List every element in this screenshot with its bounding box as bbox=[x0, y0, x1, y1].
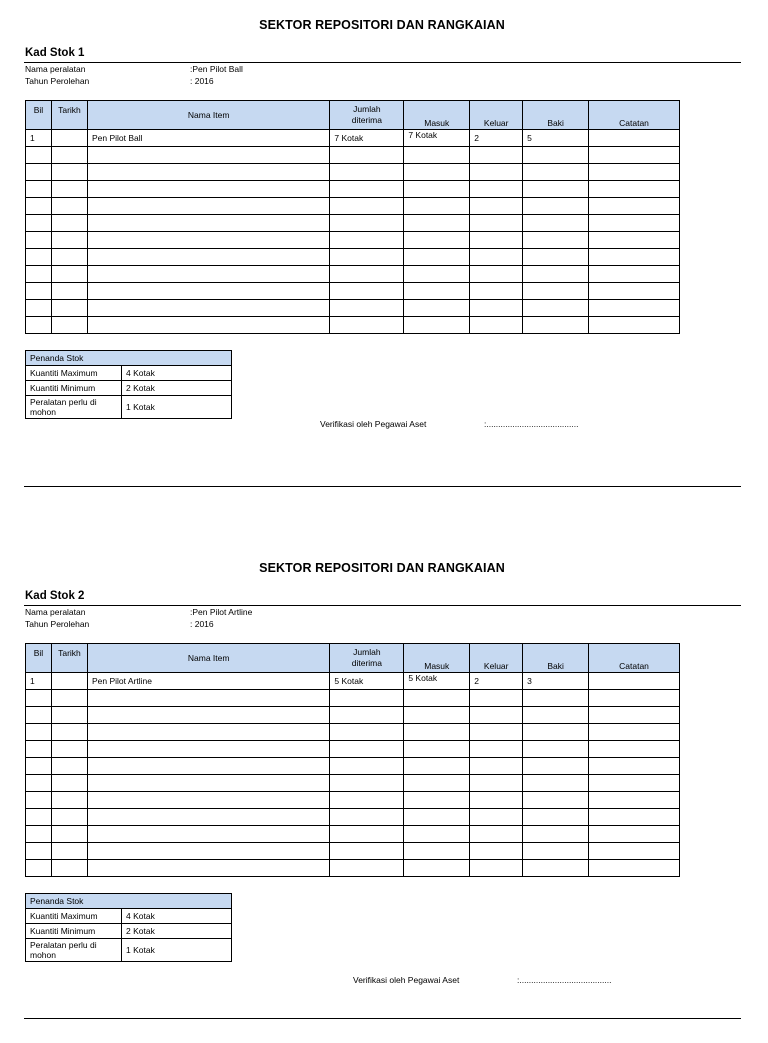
cell bbox=[470, 232, 523, 249]
cell bbox=[404, 249, 470, 266]
cell bbox=[51, 792, 87, 809]
card-title: SEKTOR REPOSITORI DAN RANGKAIAN bbox=[259, 561, 505, 575]
stock-table bbox=[25, 643, 680, 877]
cell bbox=[26, 826, 52, 843]
cell bbox=[470, 266, 523, 283]
cell bbox=[26, 232, 52, 249]
stock-heading: Penanda Stok bbox=[26, 894, 232, 909]
cell bbox=[87, 741, 329, 758]
card-title: SEKTOR REPOSITORI DAN RANGKAIAN bbox=[259, 18, 505, 32]
table-row bbox=[26, 266, 680, 283]
cell bbox=[26, 809, 52, 826]
section-divider bbox=[24, 1018, 741, 1019]
stock-value: 1 Kotak bbox=[122, 939, 232, 962]
cell bbox=[404, 266, 470, 283]
card-heading: Kad Stok 2 bbox=[25, 590, 85, 602]
stock-table bbox=[25, 100, 680, 334]
cell bbox=[470, 826, 523, 843]
cell bbox=[523, 809, 589, 826]
cell bbox=[470, 724, 523, 741]
cell bbox=[470, 215, 523, 232]
cell bbox=[589, 792, 680, 809]
col-header-baki: Baki bbox=[523, 644, 589, 673]
stock-label: Kuantiti Minimum bbox=[26, 924, 122, 939]
cell bbox=[51, 707, 87, 724]
cell bbox=[330, 249, 404, 266]
table-row bbox=[26, 249, 680, 266]
cell bbox=[404, 860, 470, 877]
cell-baki: 3 bbox=[523, 673, 589, 690]
meta-label: Tahun Perolehan bbox=[25, 619, 90, 629]
meta-value: :Pen Pilot Artline bbox=[190, 607, 253, 617]
cell bbox=[26, 215, 52, 232]
stock-label: Kuantiti Minimum bbox=[26, 381, 122, 396]
cell bbox=[330, 707, 404, 724]
cell-keluar: 2 bbox=[470, 130, 523, 147]
meta-value: : 2016 bbox=[190, 76, 214, 86]
cell bbox=[523, 317, 589, 334]
verification-label: Verifikasi oleh Pegawai Aset bbox=[320, 419, 427, 429]
stock-row bbox=[26, 366, 232, 381]
cell bbox=[404, 317, 470, 334]
cell bbox=[470, 317, 523, 334]
cell bbox=[26, 317, 52, 334]
cell bbox=[330, 215, 404, 232]
table-row bbox=[26, 283, 680, 300]
cell bbox=[404, 758, 470, 775]
cell bbox=[523, 300, 589, 317]
cell bbox=[330, 809, 404, 826]
cell bbox=[470, 249, 523, 266]
table-row bbox=[26, 826, 680, 843]
header-line: Jumlah bbox=[353, 647, 381, 657]
verification-line bbox=[320, 419, 579, 429]
table-header-row bbox=[26, 644, 680, 673]
cell bbox=[589, 775, 680, 792]
cell bbox=[523, 860, 589, 877]
cell-nama-item: Pen Pilot Ball bbox=[87, 130, 329, 147]
meta-label: Nama peralatan bbox=[25, 64, 86, 74]
col-header-masuk: Masuk bbox=[404, 101, 470, 130]
cell bbox=[523, 792, 589, 809]
stock-row bbox=[26, 909, 232, 924]
cell bbox=[330, 690, 404, 707]
cell bbox=[589, 690, 680, 707]
table-row bbox=[26, 215, 680, 232]
card-heading: Kad Stok 1 bbox=[25, 47, 85, 59]
cell bbox=[87, 826, 329, 843]
stock-heading-row bbox=[26, 894, 232, 909]
cell bbox=[404, 826, 470, 843]
cell bbox=[51, 283, 87, 300]
stock-row bbox=[26, 924, 232, 939]
stock-label-line: mohon bbox=[30, 407, 56, 417]
col-header-keluar: Keluar bbox=[470, 101, 523, 130]
table-row bbox=[26, 198, 680, 215]
table-row bbox=[26, 843, 680, 860]
cell bbox=[330, 826, 404, 843]
col-header-nama-item: Nama Item bbox=[87, 101, 329, 130]
col-header-tarikh: Tarikh bbox=[51, 644, 87, 673]
cell bbox=[330, 283, 404, 300]
cell bbox=[589, 283, 680, 300]
cell bbox=[589, 317, 680, 334]
verification-label: Verifikasi oleh Pegawai Aset bbox=[353, 975, 460, 985]
col-header-masuk: Masuk bbox=[404, 644, 470, 673]
cell bbox=[589, 198, 680, 215]
cell bbox=[26, 164, 52, 181]
stock-row bbox=[26, 381, 232, 396]
stock-value: 2 Kotak bbox=[122, 381, 232, 396]
cell bbox=[589, 266, 680, 283]
cell bbox=[26, 198, 52, 215]
cell bbox=[589, 164, 680, 181]
cell bbox=[523, 266, 589, 283]
verification-line bbox=[353, 975, 612, 985]
cell bbox=[26, 249, 52, 266]
col-header-catatan: Catatan bbox=[589, 644, 680, 673]
cell-tarikh bbox=[51, 130, 87, 147]
meta-label: Tahun Perolehan bbox=[25, 76, 90, 86]
cell bbox=[404, 283, 470, 300]
cell bbox=[589, 147, 680, 164]
stock-row bbox=[26, 939, 232, 962]
meta-value: : 2016 bbox=[190, 619, 214, 629]
stock-value: 1 Kotak bbox=[122, 396, 232, 419]
cell bbox=[87, 707, 329, 724]
stock-label: Kuantiti Maximum bbox=[26, 366, 122, 381]
cell bbox=[470, 758, 523, 775]
table-row bbox=[26, 164, 680, 181]
table-row bbox=[26, 758, 680, 775]
cell bbox=[87, 198, 329, 215]
cell bbox=[26, 724, 52, 741]
cell-catatan bbox=[589, 130, 680, 147]
cell bbox=[404, 775, 470, 792]
stock-label: Kuantiti Maximum bbox=[26, 909, 122, 924]
cell bbox=[404, 232, 470, 249]
cell bbox=[87, 809, 329, 826]
cell bbox=[87, 249, 329, 266]
cell bbox=[51, 741, 87, 758]
header-line: Jumlah bbox=[353, 104, 381, 114]
cell bbox=[404, 690, 470, 707]
meta-value: :Pen Pilot Ball bbox=[190, 64, 243, 74]
table-row bbox=[26, 809, 680, 826]
cell bbox=[330, 232, 404, 249]
cell bbox=[523, 843, 589, 860]
cell bbox=[51, 300, 87, 317]
cell bbox=[589, 809, 680, 826]
cell bbox=[523, 775, 589, 792]
table-row bbox=[26, 860, 680, 877]
table-header-row bbox=[26, 101, 680, 130]
cell-catatan bbox=[589, 673, 680, 690]
cell bbox=[470, 690, 523, 707]
cell bbox=[51, 809, 87, 826]
heading-rule bbox=[24, 62, 741, 63]
cell bbox=[51, 249, 87, 266]
table-row bbox=[26, 775, 680, 792]
cell bbox=[330, 860, 404, 877]
cell bbox=[470, 741, 523, 758]
cell bbox=[523, 249, 589, 266]
cell bbox=[330, 758, 404, 775]
cell bbox=[523, 147, 589, 164]
col-header-tarikh: Tarikh bbox=[51, 101, 87, 130]
table-row bbox=[26, 724, 680, 741]
cell bbox=[523, 826, 589, 843]
stock-card-2 bbox=[0, 543, 768, 1043]
cell bbox=[87, 758, 329, 775]
cell bbox=[87, 317, 329, 334]
cell bbox=[470, 181, 523, 198]
col-header-keluar: Keluar bbox=[470, 644, 523, 673]
stock-indicator-table bbox=[25, 350, 232, 419]
table-row bbox=[26, 300, 680, 317]
cell bbox=[26, 843, 52, 860]
stock-heading: Penanda Stok bbox=[26, 351, 232, 366]
col-header-nama-item: Nama Item bbox=[87, 644, 329, 673]
cell-bil: 1 bbox=[26, 673, 52, 690]
cell bbox=[87, 792, 329, 809]
cell bbox=[330, 775, 404, 792]
stock-value: 2 Kotak bbox=[122, 924, 232, 939]
cell bbox=[51, 198, 87, 215]
cell-tarikh bbox=[51, 673, 87, 690]
cell bbox=[87, 843, 329, 860]
cell bbox=[330, 198, 404, 215]
cell bbox=[523, 741, 589, 758]
stock-value: 4 Kotak bbox=[122, 366, 232, 381]
cell bbox=[330, 843, 404, 860]
cell bbox=[470, 860, 523, 877]
cell bbox=[87, 215, 329, 232]
cell bbox=[470, 809, 523, 826]
cell bbox=[51, 147, 87, 164]
cell bbox=[87, 690, 329, 707]
table-row bbox=[26, 792, 680, 809]
cell bbox=[404, 198, 470, 215]
header-line: diterima bbox=[351, 658, 382, 668]
cell bbox=[404, 724, 470, 741]
cell-baki: 5 bbox=[523, 130, 589, 147]
cell bbox=[470, 147, 523, 164]
cell bbox=[330, 147, 404, 164]
stock-label bbox=[26, 939, 122, 962]
cell bbox=[51, 317, 87, 334]
cell bbox=[404, 147, 470, 164]
cell bbox=[470, 707, 523, 724]
cell-keluar: 2 bbox=[470, 673, 523, 690]
cell bbox=[589, 181, 680, 198]
cell bbox=[51, 690, 87, 707]
cell bbox=[51, 826, 87, 843]
cell bbox=[470, 283, 523, 300]
cell-jumlah: 5 Kotak bbox=[330, 673, 404, 690]
cell bbox=[51, 266, 87, 283]
signature-field[interactable]: :....................................... bbox=[484, 419, 579, 429]
cell bbox=[51, 164, 87, 181]
stock-label-line: Peralatan perlu di bbox=[30, 397, 97, 407]
stock-card-1 bbox=[0, 0, 768, 500]
cell bbox=[330, 792, 404, 809]
col-header-bil: Bil bbox=[26, 101, 52, 130]
stock-value: 4 Kotak bbox=[122, 909, 232, 924]
section-divider bbox=[24, 486, 741, 487]
table-row bbox=[26, 147, 680, 164]
cell bbox=[404, 707, 470, 724]
cell bbox=[470, 164, 523, 181]
cell bbox=[51, 775, 87, 792]
cell-masuk: 5 Kotak bbox=[404, 673, 470, 690]
cell bbox=[523, 181, 589, 198]
stock-label-line: mohon bbox=[30, 950, 56, 960]
table-row bbox=[26, 317, 680, 334]
cell bbox=[26, 707, 52, 724]
cell bbox=[404, 843, 470, 860]
cell-nama-item: Pen Pilot Artline bbox=[87, 673, 329, 690]
table-row bbox=[26, 707, 680, 724]
table-row bbox=[26, 181, 680, 198]
cell bbox=[404, 792, 470, 809]
cell bbox=[523, 724, 589, 741]
stock-indicator-table bbox=[25, 893, 232, 962]
col-header-bil: Bil bbox=[26, 644, 52, 673]
signature-field[interactable]: :....................................... bbox=[517, 975, 612, 985]
cell bbox=[404, 741, 470, 758]
cell bbox=[87, 283, 329, 300]
cell bbox=[330, 300, 404, 317]
cell bbox=[404, 809, 470, 826]
cell bbox=[87, 164, 329, 181]
cell bbox=[26, 741, 52, 758]
col-header-jumlah bbox=[330, 644, 404, 673]
cell bbox=[26, 792, 52, 809]
cell bbox=[51, 758, 87, 775]
cell bbox=[87, 775, 329, 792]
cell bbox=[589, 707, 680, 724]
cell bbox=[470, 300, 523, 317]
cell bbox=[330, 741, 404, 758]
cell bbox=[589, 232, 680, 249]
cell bbox=[523, 215, 589, 232]
cell bbox=[26, 147, 52, 164]
cell-jumlah: 7 Kotak bbox=[330, 130, 404, 147]
cell bbox=[404, 300, 470, 317]
stock-heading-row bbox=[26, 351, 232, 366]
cell bbox=[589, 826, 680, 843]
cell bbox=[330, 724, 404, 741]
meta-label: Nama peralatan bbox=[25, 607, 86, 617]
cell bbox=[87, 724, 329, 741]
col-header-catatan: Catatan bbox=[589, 101, 680, 130]
cell bbox=[523, 283, 589, 300]
cell bbox=[589, 843, 680, 860]
cell bbox=[26, 775, 52, 792]
cell bbox=[470, 792, 523, 809]
cell bbox=[51, 215, 87, 232]
cell bbox=[470, 775, 523, 792]
cell bbox=[51, 843, 87, 860]
cell bbox=[87, 860, 329, 877]
cell bbox=[589, 860, 680, 877]
cell bbox=[404, 181, 470, 198]
cell bbox=[26, 181, 52, 198]
cell bbox=[523, 758, 589, 775]
cell bbox=[589, 758, 680, 775]
stock-label-line: Peralatan perlu di bbox=[30, 940, 97, 950]
cell bbox=[26, 690, 52, 707]
cell bbox=[523, 707, 589, 724]
cell bbox=[51, 724, 87, 741]
cell bbox=[523, 690, 589, 707]
cell bbox=[26, 860, 52, 877]
cell bbox=[330, 164, 404, 181]
cell bbox=[51, 232, 87, 249]
cell bbox=[470, 843, 523, 860]
cell bbox=[26, 283, 52, 300]
table-row bbox=[26, 690, 680, 707]
table-row bbox=[26, 673, 680, 690]
table-row bbox=[26, 232, 680, 249]
stock-row bbox=[26, 396, 232, 419]
cell bbox=[26, 300, 52, 317]
table-row bbox=[26, 741, 680, 758]
cell bbox=[51, 181, 87, 198]
cell bbox=[26, 266, 52, 283]
cell bbox=[87, 266, 329, 283]
cell bbox=[330, 317, 404, 334]
cell bbox=[51, 860, 87, 877]
heading-rule bbox=[24, 605, 741, 606]
col-header-jumlah bbox=[330, 101, 404, 130]
cell bbox=[330, 266, 404, 283]
cell bbox=[589, 249, 680, 266]
cell bbox=[87, 232, 329, 249]
cell bbox=[589, 215, 680, 232]
cell bbox=[87, 147, 329, 164]
stock-label bbox=[26, 396, 122, 419]
col-header-baki: Baki bbox=[523, 101, 589, 130]
cell bbox=[87, 300, 329, 317]
cell bbox=[26, 758, 52, 775]
cell bbox=[404, 215, 470, 232]
cell-masuk: 7 Kotak bbox=[404, 130, 470, 147]
cell bbox=[404, 164, 470, 181]
cell bbox=[470, 198, 523, 215]
cell bbox=[589, 300, 680, 317]
cell bbox=[589, 724, 680, 741]
cell bbox=[523, 232, 589, 249]
cell bbox=[523, 198, 589, 215]
cell bbox=[523, 164, 589, 181]
header-line: diterima bbox=[351, 115, 382, 125]
cell bbox=[87, 181, 329, 198]
cell bbox=[330, 181, 404, 198]
table-row bbox=[26, 130, 680, 147]
cell bbox=[589, 741, 680, 758]
cell-bil: 1 bbox=[26, 130, 52, 147]
